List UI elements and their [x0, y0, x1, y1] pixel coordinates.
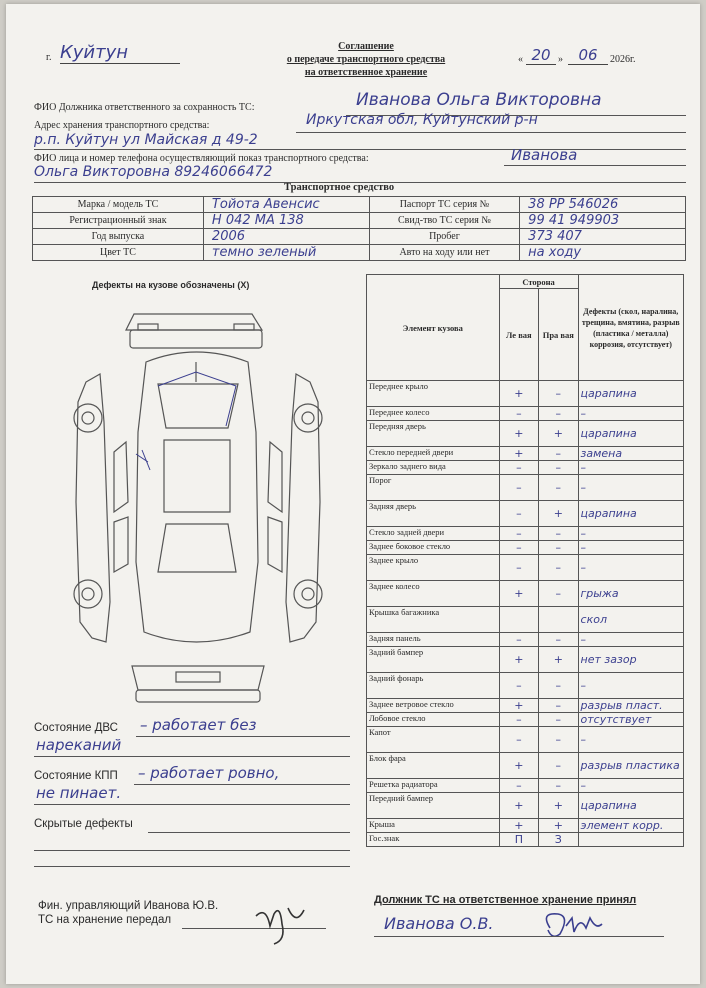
defect-right-mark: + [539, 647, 578, 673]
defect-left-mark: – [499, 779, 538, 793]
defect-row [367, 607, 684, 633]
defect-description: царапина [578, 421, 683, 447]
defect-description: царапина [578, 381, 683, 407]
defect-element-name: Задняя дверь [367, 501, 500, 527]
defect-element-name: Задняя панель [367, 633, 500, 647]
vehicle-section-title: Транспортное средство [284, 182, 395, 193]
defect-element-name: Переднее крыло [367, 381, 500, 407]
vehicle-row [33, 197, 686, 213]
person-label: ФИО лица и номер телефона осуществляющий показ транспортного средства: [34, 153, 369, 164]
defect-right-mark: – [539, 527, 578, 541]
responsible-value: Иванова Ольга Викторовна [356, 90, 602, 110]
col-side: Сторона [499, 275, 578, 289]
defect-right-mark: – [539, 699, 578, 713]
defect-right-mark: – [539, 447, 578, 461]
defect-row [367, 673, 684, 699]
defect-description: – [578, 475, 683, 501]
defect-right-mark: + [539, 793, 578, 819]
defect-right-mark: + [539, 819, 578, 833]
defect-row [367, 819, 684, 833]
defect-row [367, 381, 684, 407]
defect-left-mark: + [499, 381, 538, 407]
date-month: 06 [568, 46, 608, 65]
defect-left-mark: + [499, 447, 538, 461]
defect-left-mark: – [499, 713, 538, 727]
defect-right-mark: – [539, 581, 578, 607]
person-value-2: Ольга Викторовна 89246066472 [34, 164, 273, 180]
defect-row [367, 727, 684, 753]
defect-left-mark: + [499, 819, 538, 833]
defect-row [367, 647, 684, 673]
defect-row [367, 699, 684, 713]
vehicle-value-right: 38 РР 546026 [520, 197, 686, 213]
document-page [6, 4, 700, 984]
defect-element-name: Решетка радиатора [367, 779, 500, 793]
defect-element-name: Стекло передней двери [367, 447, 500, 461]
defect-left-mark: + [499, 793, 538, 819]
defect-row [367, 475, 684, 501]
defect-left-mark: – [499, 727, 538, 753]
defect-description: – [578, 555, 683, 581]
title-line-1: Соглашение [338, 41, 394, 52]
defect-description: отсутствует [578, 713, 683, 727]
defect-right-mark: – [539, 727, 578, 753]
defect-element-name: Задний фонарь [367, 673, 500, 699]
defect-right-mark: З [539, 833, 578, 847]
vehicle-value-left: Тойота Авенсис [203, 197, 369, 213]
defect-description: – [578, 779, 683, 793]
vehicle-row [33, 245, 686, 261]
engine-value-2: нареканий [36, 736, 122, 754]
defect-description: царапина [578, 793, 683, 819]
vehicle-label-left: Год выпуска [33, 229, 204, 245]
col-left: Ле вая [499, 289, 538, 381]
vehicle-value-right: 373 407 [520, 229, 686, 245]
defect-element-name: Капот [367, 727, 500, 753]
defects-table [366, 274, 684, 847]
defect-right-mark: – [539, 713, 578, 727]
address-value-2: р.п. Куйтун ул Майская д 49-2 [34, 132, 258, 148]
col-defects: Дефекты (скол, наралина, трещина, вмятина, разрыв (пластика / металла) коррозия, отсутствует) [578, 275, 683, 381]
accepted-value: Иванова О.В. [384, 914, 494, 933]
defect-right-mark: – [539, 541, 578, 555]
title-line-2: о передаче транспортного средства [286, 54, 446, 65]
title-line-3: на ответственное хранение [304, 67, 428, 78]
defect-element-name: Блок фара [367, 753, 500, 779]
defect-left-mark: + [499, 581, 538, 607]
defect-element-name: Передний бампер [367, 793, 500, 819]
gearbox-value-2: не пинает. [36, 784, 122, 802]
defect-row [367, 421, 684, 447]
vehicle-value-right: на ходу [520, 245, 686, 261]
defect-right-mark: – [539, 475, 578, 501]
defect-description: – [578, 541, 683, 555]
defect-element-name: Крышка багажника [367, 607, 500, 633]
defect-description: – [578, 407, 683, 421]
car-body-diagram [66, 302, 332, 712]
defect-description: – [578, 673, 683, 699]
defect-element-name: Стекло задней двери [367, 527, 500, 541]
defect-left-mark: – [499, 673, 538, 699]
defect-element-name: Гос.знак [367, 833, 500, 847]
hidden-defects-label: Скрытые дефекты [34, 818, 133, 830]
defect-element-name: Лобовое стекло [367, 713, 500, 727]
defect-left-mark: – [499, 461, 538, 475]
defect-description: нет зазор [578, 647, 683, 673]
vehicle-label-left: Марка / модель ТС [33, 197, 204, 213]
defect-description: элемент корр. [578, 819, 683, 833]
defect-left-mark: + [499, 699, 538, 713]
defect-description: – [578, 461, 683, 475]
defect-row [367, 633, 684, 647]
defect-row [367, 581, 684, 607]
defect-right-mark: – [539, 555, 578, 581]
defect-right-mark: – [539, 461, 578, 475]
defect-right-mark: + [539, 501, 578, 527]
manager-signature [246, 896, 316, 946]
defect-row [367, 447, 684, 461]
defect-row [367, 527, 684, 541]
defect-left-mark: – [499, 555, 538, 581]
vehicle-value-left: 2006 [203, 229, 369, 245]
defect-row [367, 779, 684, 793]
address-label: Адрес хранения транспортного средства: [34, 120, 210, 131]
defect-left-mark [499, 607, 538, 633]
responsible-label: ФИО Должника ответственного за сохранность ТС: [34, 102, 255, 113]
vehicle-label-right: Авто на ходу или нет [369, 245, 519, 261]
defect-row [367, 541, 684, 555]
defect-element-name: Переднее колесо [367, 407, 500, 421]
date-open: « [518, 54, 523, 65]
defect-left-mark: + [499, 421, 538, 447]
defect-left-mark: + [499, 647, 538, 673]
defect-description: скол [578, 607, 683, 633]
document-title [236, 40, 496, 79]
date-day: 20 [526, 46, 556, 65]
defect-left-mark: – [499, 527, 538, 541]
vehicle-label-right: Паспорт ТС серия № [369, 197, 519, 213]
defect-right-mark: – [539, 381, 578, 407]
vehicle-value-left: темно зеленый [203, 245, 369, 261]
defect-row [367, 461, 684, 475]
diagram-title: Дефекты на кузове обозначены (Х) [92, 280, 250, 290]
defect-description: – [578, 527, 683, 541]
defect-description: грыжа [578, 581, 683, 607]
defect-element-name: Крыша [367, 819, 500, 833]
gearbox-label: Состояние КПП [34, 770, 118, 782]
defect-row [367, 713, 684, 727]
vehicle-row [33, 229, 686, 245]
vehicle-label-left: Регистрационный знак [33, 213, 204, 229]
defect-description [578, 833, 683, 847]
defect-right-mark: – [539, 673, 578, 699]
defect-row [367, 833, 684, 847]
vehicle-label-right: Свид-тво ТС серия № [369, 213, 519, 229]
defect-description: царапина [578, 501, 683, 527]
defect-row [367, 753, 684, 779]
defect-right-mark [539, 607, 578, 633]
defect-element-name: Заднее ветровое стекло [367, 699, 500, 713]
manager-label: Фин. управляющий Иванова Ю.В. [38, 900, 219, 912]
defect-row [367, 793, 684, 819]
defect-element-name: Заднее боковое стекло [367, 541, 500, 555]
defect-description: разрыв пласт. [578, 699, 683, 713]
defect-description: – [578, 633, 683, 647]
engine-label: Состояние ДВС [34, 722, 118, 734]
defect-element-name: Задний бампер [367, 647, 500, 673]
handed-label: ТС на хранение передал [38, 914, 172, 926]
defect-right-mark: + [539, 421, 578, 447]
defect-left-mark: – [499, 475, 538, 501]
city-prefix: г. [46, 52, 52, 63]
defect-right-mark: – [539, 753, 578, 779]
col-right: Пра вая [539, 289, 578, 381]
date-close: » [558, 54, 563, 65]
defect-left-mark: П [499, 833, 538, 847]
defect-right-mark: – [539, 633, 578, 647]
defect-left-mark: – [499, 541, 538, 555]
gearbox-value-1: – работает ровно, [138, 764, 280, 782]
address-value-1: Иркутская обл, Куйтунский р-н [306, 112, 538, 128]
defect-right-mark: – [539, 407, 578, 421]
defect-element-name: Заднее крыло [367, 555, 500, 581]
defect-description: – [578, 727, 683, 753]
defect-row [367, 501, 684, 527]
defect-row [367, 555, 684, 581]
vehicle-label-left: Цвет ТС [33, 245, 204, 261]
defect-element-name: Порог [367, 475, 500, 501]
defect-element-name: Зеркало заднего вида [367, 461, 500, 475]
vehicle-row [33, 213, 686, 229]
city-value: Куйтун [60, 42, 180, 64]
vehicle-value-left: Н 042 МА 138 [203, 213, 369, 229]
defect-description: разрыв пластика [578, 753, 683, 779]
defect-element-name: Заднее колесо [367, 581, 500, 607]
defect-element-name: Передняя дверь [367, 421, 500, 447]
date-year: 2026г. [610, 54, 636, 65]
defect-left-mark: – [499, 501, 538, 527]
defect-left-mark: – [499, 633, 538, 647]
defect-left-mark: + [499, 753, 538, 779]
col-element: Элемент кузова [367, 275, 500, 381]
defect-left-mark: – [499, 407, 538, 421]
vehicle-value-right: 99 41 949903 [520, 213, 686, 229]
person-value-1: Иванова [511, 146, 578, 164]
vehicle-label-right: Пробег [369, 229, 519, 245]
defect-row [367, 407, 684, 421]
engine-value-1: – работает без [140, 716, 257, 734]
defect-description: замена [578, 447, 683, 461]
defect-right-mark: – [539, 779, 578, 793]
vehicle-table [32, 196, 686, 261]
accepted-title: Должник ТС на ответственное хранение принял [374, 894, 637, 906]
